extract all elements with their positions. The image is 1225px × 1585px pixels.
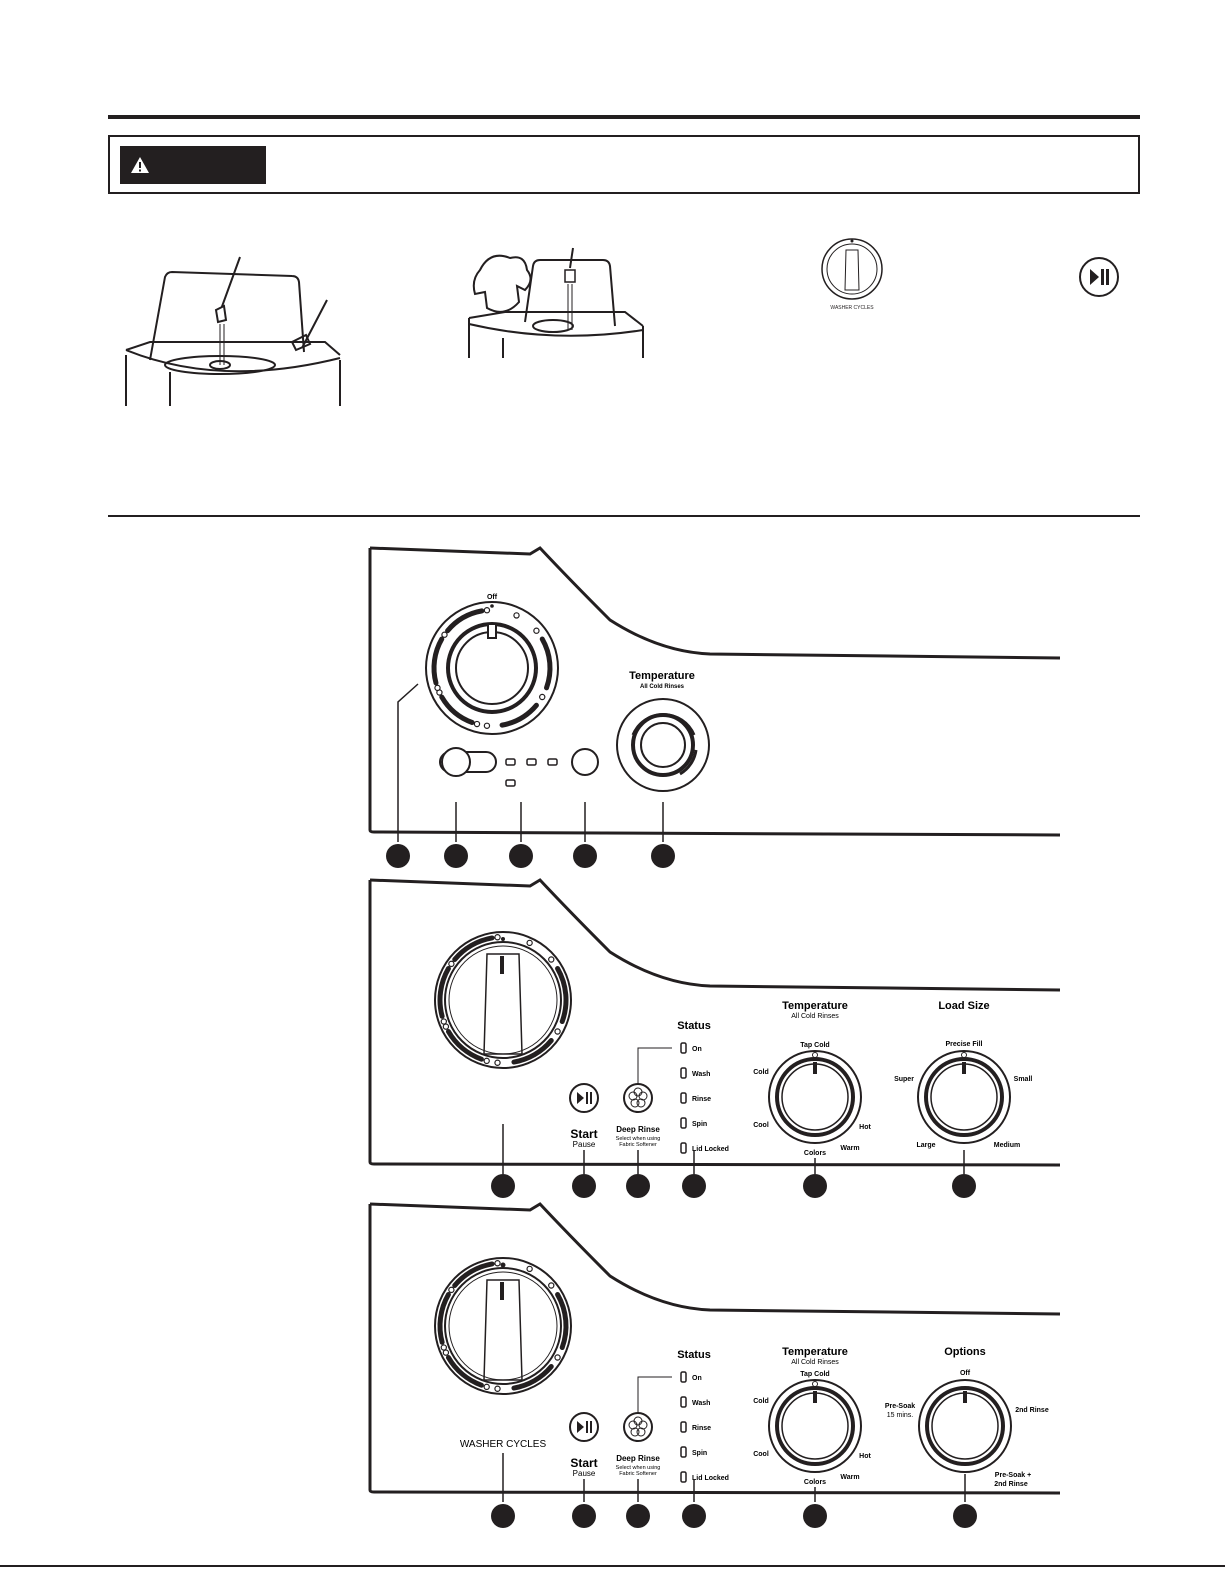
callout-marker [626, 1504, 650, 1528]
status-indicator-led [681, 1043, 686, 1053]
status-item-label: Lid Locked [692, 1146, 729, 1153]
panel-3-temp-cool: Cool [753, 1451, 769, 1458]
dial-position-dot [443, 1350, 448, 1355]
dial-position-dot [435, 685, 440, 690]
dial-position-dot [443, 1024, 448, 1029]
flower-icon [629, 1417, 647, 1436]
status-item-label: Rinse [692, 1425, 712, 1432]
dial-position-dot [442, 632, 447, 637]
panel-2-deep-rinse-note-2: Fabric Softener [619, 1142, 657, 1148]
panel-2-temp-warm: Warm [840, 1145, 860, 1152]
dial-position-dot [549, 1283, 554, 1288]
panel-3-pause-label: Pause [572, 1469, 596, 1478]
dial-position-dot [441, 1019, 446, 1024]
control-panel-1 [360, 540, 1065, 875]
status-item-label: Lid Locked [692, 1475, 729, 1482]
panel-2-load-size-title: Load Size [938, 1000, 990, 1012]
panel-3-temperature-knob[interactable] [769, 1380, 861, 1472]
panel-2-start-pause-button[interactable] [570, 1084, 598, 1112]
dial-position-dot [555, 1029, 560, 1034]
panel-3-option-2nd-rinse: 2nd Rinse [1015, 1407, 1049, 1414]
status-item-label: On [692, 1046, 702, 1053]
panel-2-status-title: Status [677, 1020, 711, 1032]
callout-marker [572, 1504, 596, 1528]
dial-position-dot [449, 961, 454, 966]
washer-open-lid-illustration [120, 240, 360, 410]
callout-marker [491, 1504, 515, 1528]
dial-position-dot [534, 628, 539, 633]
dial-arc-segment [542, 639, 550, 688]
panel-2-load-large: Large [916, 1142, 936, 1149]
warning-label [120, 146, 266, 184]
panel-2-load-size-knob[interactable] [918, 1051, 1010, 1143]
panel-1-led [506, 759, 515, 765]
dial-position-dot [484, 723, 489, 728]
dial-position-dot [441, 1345, 446, 1350]
dial-position-dot [484, 1058, 489, 1063]
flower-icon [629, 1088, 647, 1107]
panel-2-temp-cool: Cool [753, 1122, 769, 1129]
status-indicator-led [681, 1372, 686, 1382]
washer-cycles-dial-icon [812, 232, 892, 314]
panel-1-temperature-knob[interactable] [617, 699, 709, 791]
panel-2-load-medium: Medium [993, 1142, 1021, 1149]
control-panel-3 [360, 1196, 1065, 1531]
dial-position-dot [514, 613, 519, 618]
panel-3-temp-cold: Cold [753, 1398, 769, 1405]
panel-2-load-super: Super [894, 1076, 914, 1083]
callout-marker [386, 844, 410, 868]
panel-2-cycle-knob[interactable] [435, 932, 571, 1068]
dial-position-dot [555, 1355, 560, 1360]
panel-3-deep-rinse-title: Deep Rinse [616, 1454, 660, 1463]
panel-1-temperature-subtitle: All Cold Rinses [639, 684, 685, 690]
panel-2-load-precise-fill: Precise Fill [945, 1041, 983, 1048]
status-indicator-led [681, 1118, 686, 1128]
section-rule-mid [108, 515, 1140, 517]
dial-position-dot [549, 957, 554, 962]
dial-arc-segment [440, 1295, 448, 1343]
callout-marker [573, 844, 597, 868]
dial-position-dot [474, 721, 479, 726]
panel-3-deep-rinse-note-2: Fabric Softener [619, 1471, 657, 1477]
dial-position-dot [484, 1384, 489, 1389]
panel-3-temp-tap-cold: Tap Cold [800, 1371, 830, 1378]
callout-marker [682, 1504, 706, 1528]
panel-1-temperature-title: Temperature [629, 670, 695, 682]
dial-position-dot [527, 1266, 532, 1271]
panel-3-washer-cycles-label: WASHER CYCLES [459, 1439, 547, 1450]
callout-marker [509, 844, 533, 868]
panel-3-options-knob[interactable] [919, 1380, 1011, 1472]
section-rule-bottom [0, 1565, 1225, 1567]
status-indicator-led [681, 1447, 686, 1457]
callout-marker [803, 1174, 827, 1198]
panel-3-deep-rinse-note-1: Select when using [615, 1465, 661, 1471]
panel-2-temp-cold: Cold [753, 1069, 769, 1076]
status-item-label: On [692, 1375, 702, 1382]
panel-3-temp-colors: Colors [803, 1479, 827, 1486]
status-indicator-led [681, 1472, 686, 1482]
panel-3-options-title: Options [944, 1346, 986, 1358]
status-indicator-led [681, 1093, 686, 1103]
status-item-label: Wash [692, 1400, 711, 1407]
panel-2-deep-rinse-button[interactable] [624, 1084, 652, 1112]
callout-marker [626, 1174, 650, 1198]
warning-box [108, 135, 1140, 194]
panel-3-deep-rinse-button[interactable] [624, 1413, 652, 1441]
small-dial-label: WASHER CYCLES [830, 305, 874, 311]
cycle-knob[interactable] [426, 602, 558, 734]
dial-position-dot [484, 608, 489, 613]
panel-3-temp-hot: Hot [859, 1453, 871, 1460]
status-indicator-led [681, 1422, 686, 1432]
dial-arc-segment [442, 697, 472, 723]
warning-triangle-icon [130, 156, 150, 174]
callout-marker [491, 1174, 515, 1198]
panel-3-option-combo-line-1: Pre-Soak + [994, 1472, 1032, 1479]
status-item-label: Spin [692, 1450, 708, 1457]
dial-arc-segment [434, 639, 442, 683]
panel-3-start-label: Start [570, 1456, 598, 1470]
panel-2-load-small: Small [1013, 1076, 1033, 1083]
status-indicator-led [681, 1143, 686, 1153]
dial-position-dot [495, 1060, 500, 1065]
panel-2-temperature-knob[interactable] [769, 1051, 861, 1143]
callout-marker [803, 1504, 827, 1528]
dial-position-dot [495, 1386, 500, 1391]
control-panel-2 [360, 872, 1065, 1202]
callout-marker [572, 1174, 596, 1198]
panel-2-temp-hot: Hot [859, 1124, 871, 1131]
panel-1-start-button[interactable] [442, 748, 470, 776]
status-item-label: Rinse [692, 1096, 712, 1103]
start-pause-icon [1077, 255, 1121, 299]
panel-3-temperature-subtitle: All Cold Rinses [791, 1359, 839, 1366]
panel-3-option-pre-soak-time: 15 mins. [886, 1412, 914, 1419]
section-rule-top [108, 115, 1140, 119]
panel-2-temp-colors: Colors [803, 1150, 827, 1157]
panel-3-status-title: Status [677, 1349, 711, 1361]
status-indicator-led [681, 1068, 686, 1078]
panel-1-led [527, 759, 536, 765]
callout-marker [651, 844, 675, 868]
callout-marker [952, 1174, 976, 1198]
status-indicator-led [681, 1397, 686, 1407]
dial-position-dot [540, 694, 545, 699]
panel-2-temperature-subtitle: All Cold Rinses [791, 1013, 839, 1020]
panel-2-temp-tap-cold: Tap Cold [800, 1042, 830, 1049]
panel-1-deep-rinse-button[interactable] [572, 749, 598, 775]
dial-position-dot [495, 935, 500, 940]
washer-with-clothes-illustration [465, 240, 650, 365]
panel-2-deep-rinse-title: Deep Rinse [616, 1125, 660, 1134]
callout-marker [682, 1174, 706, 1198]
panel-1-led [506, 780, 515, 786]
panel-2-pause-label: Pause [572, 1140, 596, 1149]
dial-position-dot [527, 940, 532, 945]
dial-arc-segment [440, 969, 448, 1017]
dial-position-dot [449, 1287, 454, 1292]
panel-2-temperature-title: Temperature [782, 1000, 848, 1012]
panel-3-option-off: Off [959, 1370, 971, 1377]
panel-3-option-combo-line-2: 2nd Rinse [994, 1481, 1028, 1488]
panel-3-option-pre-soak: Pre-Soak [884, 1403, 916, 1410]
panel-2-deep-rinse-note-1: Select when using [615, 1136, 661, 1142]
status-item-label: Spin [692, 1121, 708, 1128]
callout-marker [444, 844, 468, 868]
panel-1-led [548, 759, 557, 765]
panel-3-temp-warm: Warm [840, 1474, 860, 1481]
panel-2-start-label: Start [570, 1127, 598, 1141]
dial-position-dot [495, 1261, 500, 1266]
panel-3-start-pause-button[interactable] [570, 1413, 598, 1441]
callout-marker [953, 1504, 977, 1528]
cycle-knob-off-label: Off [486, 594, 498, 601]
panel-3-cycle-knob[interactable] [435, 1258, 571, 1394]
panel-3-temperature-title: Temperature [782, 1346, 848, 1358]
status-item-label: Wash [692, 1071, 711, 1078]
